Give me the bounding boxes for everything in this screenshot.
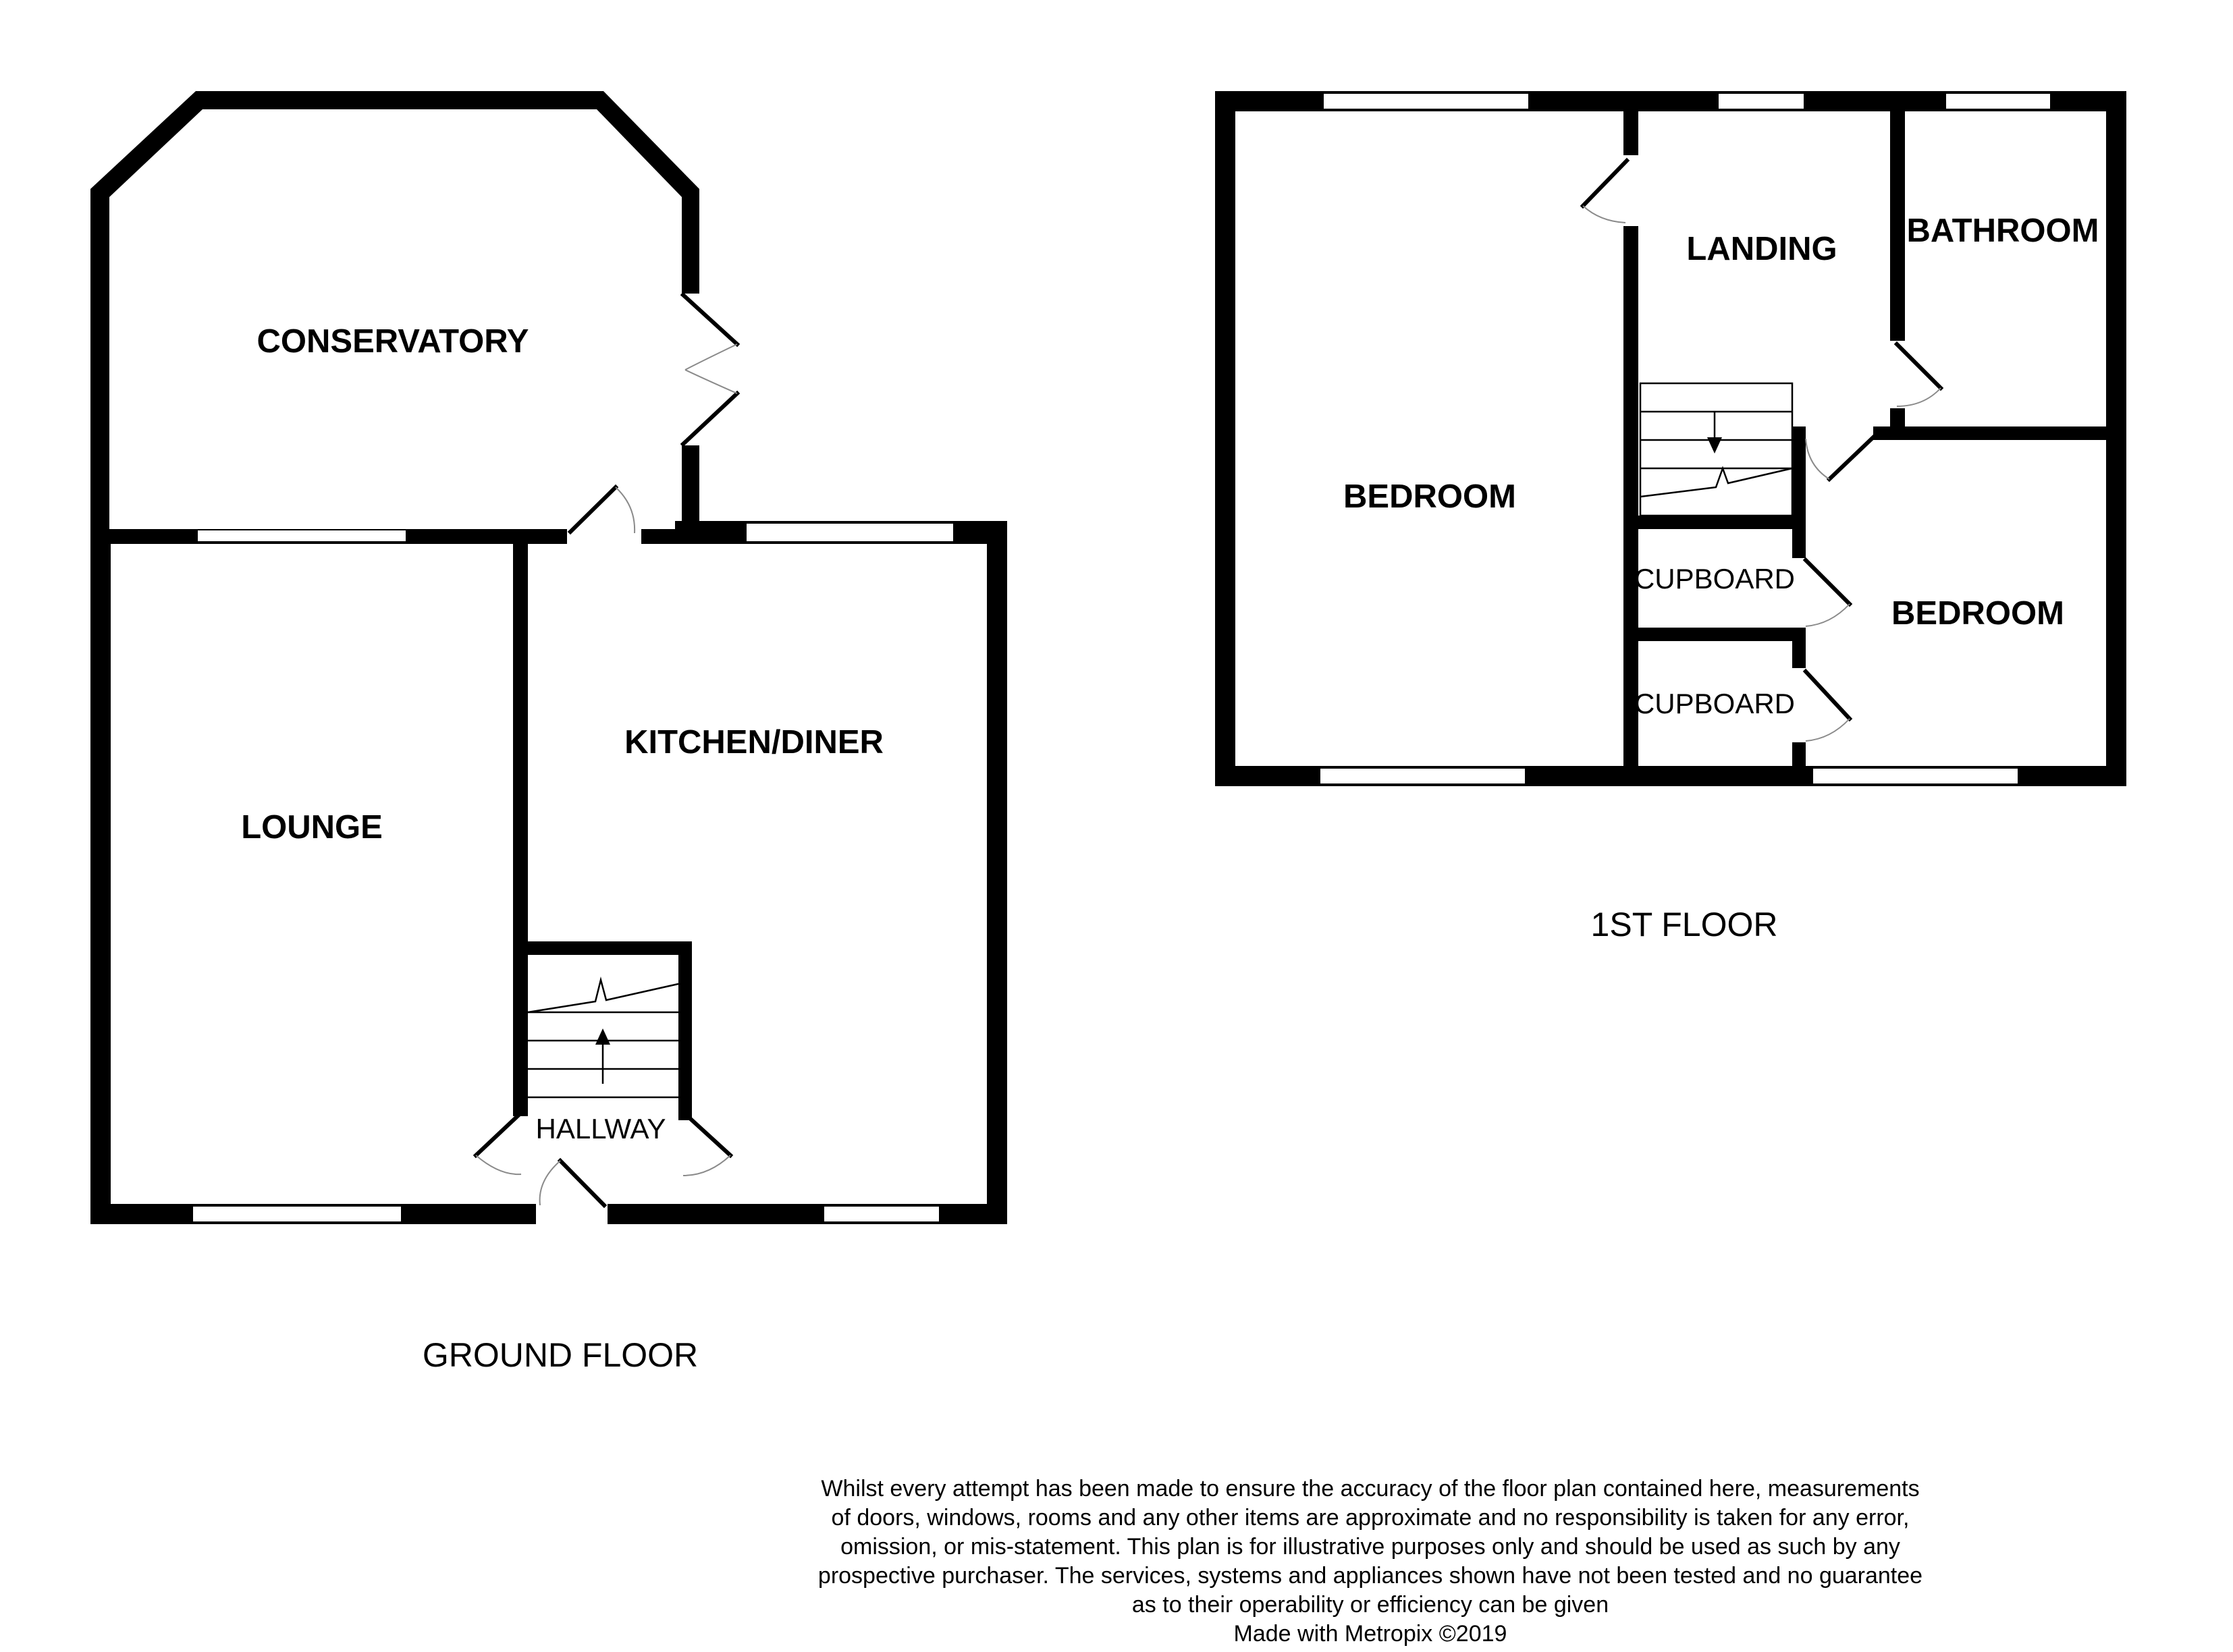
room-label-cupboard-2: CUPBOARD <box>1634 688 1796 719</box>
bottom-wall-right <box>608 1204 1007 1224</box>
front-door <box>540 1161 604 1205</box>
ground-floor-label: GROUND FLOOR <box>422 1336 699 1374</box>
kitchen-right-wall <box>987 521 1007 1224</box>
bedroom-door <box>1583 161 1627 223</box>
hallway-kitchen-door <box>683 1112 730 1176</box>
conservatory-walls <box>90 91 699 533</box>
disclaimer <box>709 1475 2032 1649</box>
disclaimer-line: Whilst every attempt has been made to ensure the accuracy of the floor plan contained here, measurements <box>821 1476 1920 1502</box>
bedroom-landing-wall-top <box>1623 105 1638 155</box>
cupboard-1-door <box>1806 560 1850 626</box>
disclaimer-line: omission, or mis-statement. This plan is for illustrative purposes only and should be used as such by any <box>840 1534 1900 1560</box>
stair-right-wall-upper <box>1792 426 1806 558</box>
stair-bottom-wall <box>1623 516 1799 529</box>
ground-stairs <box>528 980 678 1097</box>
cupboard-divider-wall <box>1623 628 1799 641</box>
room-label-bedroom-1: BEDROOM <box>1343 478 1516 515</box>
cupboard-right-wall <box>1792 628 1806 668</box>
bathroom-bedroom-wall <box>1873 426 2116 440</box>
room-label-landing: LANDING <box>1686 231 1837 267</box>
stair-down-arrow <box>1707 437 1722 453</box>
bathroom-door <box>1897 344 1941 406</box>
cupboard-right-wall-lower <box>1792 742 1806 773</box>
disclaimer-line: of doors, windows, rooms and any other items are approximate and no responsibility is taken for any error, <box>831 1505 1910 1531</box>
lounge-front-window <box>192 1206 402 1222</box>
conservatory-kitchen-door <box>570 487 635 533</box>
room-label-lounge: LOUNGE <box>241 809 383 846</box>
room-label-bathroom: BATHROOM <box>1906 213 2099 249</box>
stair-right-wall <box>678 941 692 1120</box>
ground-floor-plan <box>90 91 1007 1374</box>
bedroom-2-front-window <box>1812 768 2018 784</box>
disclaimer-line: as to their operability or efficiency can be given <box>1131 1592 1609 1618</box>
kitchen-rear-window <box>746 523 954 542</box>
conservatory-right-wall-lower <box>682 445 699 533</box>
first-floor-left-wall <box>1215 91 1235 786</box>
metropix-credit: Made with Metropix ©2019 <box>1233 1621 1507 1647</box>
disclaimer-line: prospective purchaser. The services, systems and appliances shown have not been tested and no guarantee <box>817 1563 1923 1589</box>
landing-bathroom-wall <box>1890 105 1905 341</box>
lounge-rear-window <box>197 530 406 542</box>
stair-top-wall <box>513 941 692 955</box>
first-floor-stairs <box>1640 383 1792 516</box>
lounge-kitchen-partition <box>513 529 528 1116</box>
room-label-bedroom-2: BEDROOM <box>1891 595 2064 632</box>
bedroom-rear-window <box>1323 93 1529 109</box>
first-floor-plan <box>1215 91 2126 943</box>
room-label-hallway: HALLWAY <box>535 1113 666 1145</box>
lounge-left-wall <box>90 529 111 1224</box>
landing-window <box>1718 93 1804 109</box>
room-label-conservatory: CONSERVATORY <box>257 323 529 360</box>
french-doors <box>683 295 737 444</box>
hallway-lounge-door <box>476 1112 522 1174</box>
cupboard-2-door <box>1806 671 1850 741</box>
room-label-kitchen-diner: KITCHEN/DINER <box>624 724 884 761</box>
room-label-cupboard-1: CUPBOARD <box>1634 563 1796 595</box>
bedroom-2-door <box>1806 437 1873 479</box>
bathroom-window <box>1945 93 2051 109</box>
first-floor-label: 1ST FLOOR <box>1590 906 1778 943</box>
bathroom-wall-stub <box>1890 408 1905 429</box>
bedroom-front-window <box>1320 768 1526 784</box>
kitchen-front-window <box>824 1206 940 1222</box>
stair-up-arrow <box>595 1028 610 1045</box>
